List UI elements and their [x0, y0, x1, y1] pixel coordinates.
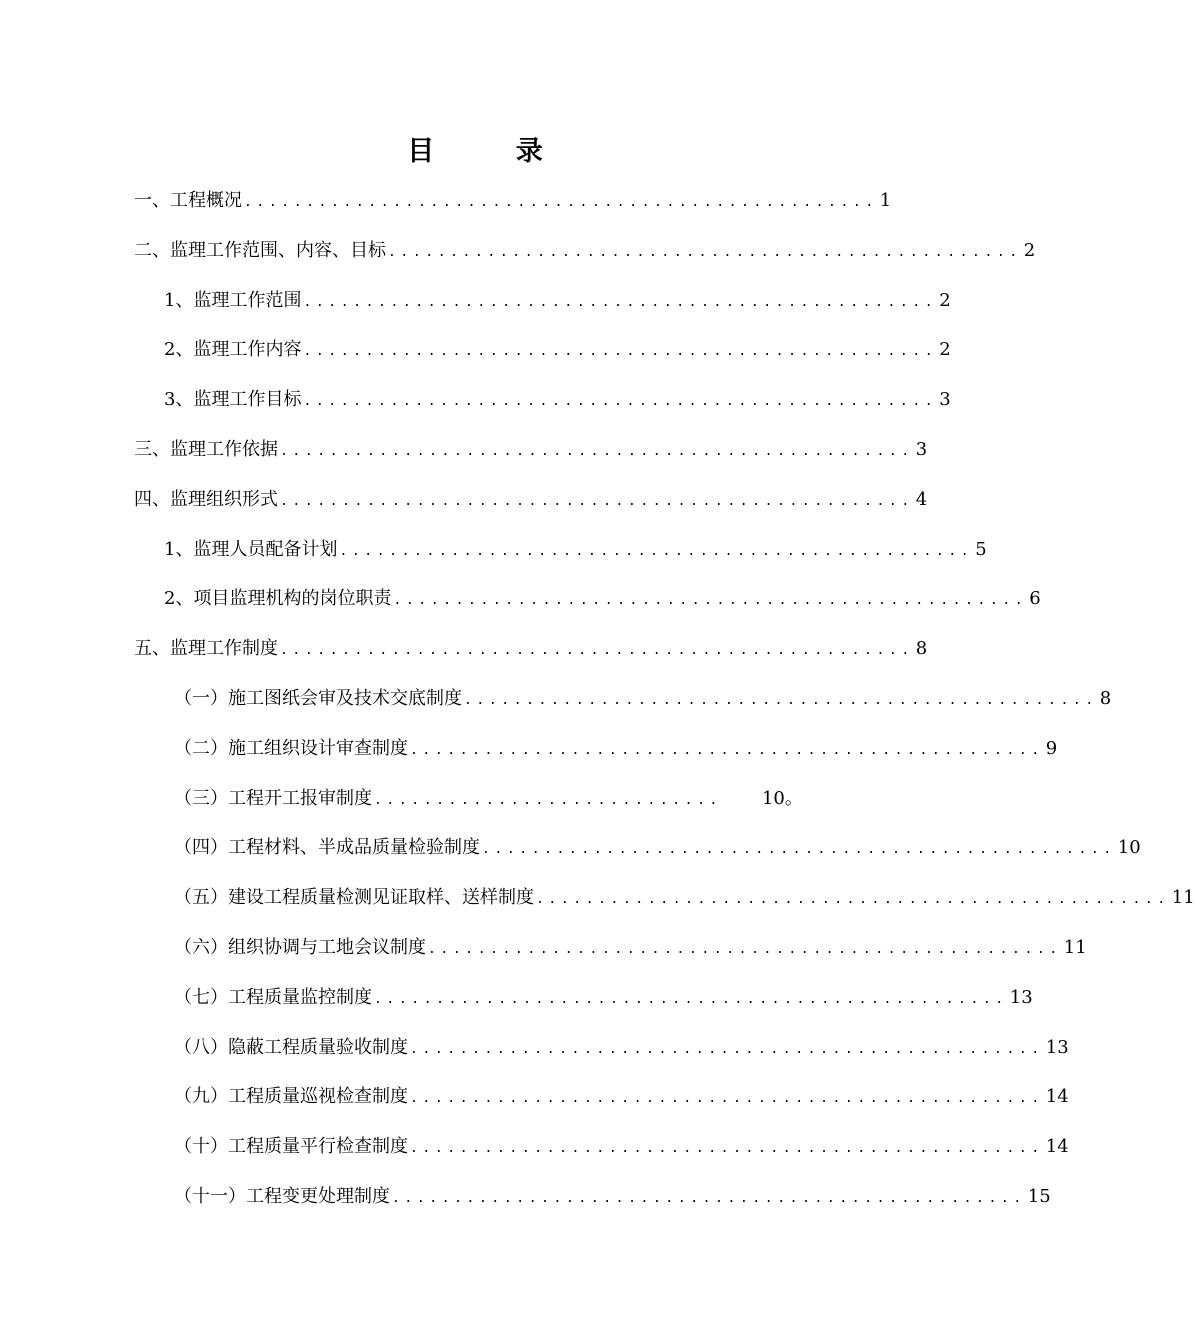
toc-leader-dots: ...................................................	[392, 1190, 1026, 1206]
toc-entry[interactable]	[134, 624, 928, 674]
toc-leader-dots: ...................................................	[410, 1141, 1044, 1157]
toc-entry-label: 1、监理人员配备计划	[164, 538, 338, 560]
toc-leader-dots: ...................................................	[464, 692, 1098, 708]
toc-leader-dots: ...................................................	[303, 394, 938, 410]
toc-entry[interactable]	[134, 176, 892, 226]
toc-entry[interactable]	[134, 873, 1195, 923]
toc-entry[interactable]	[134, 724, 1058, 774]
toc-page-number: 2	[939, 289, 951, 311]
toc-entry-label: 2、项目监理机构的岗位职责	[164, 588, 392, 610]
toc-entry-label: 二、监理工作范围、内容、目标	[134, 239, 386, 261]
toc-entry[interactable]	[134, 475, 928, 525]
toc-entry-label: （七）工程质量监控制度	[174, 986, 372, 1008]
toc-entry-label: 3、监理工作目标	[164, 389, 302, 411]
toc-leader-dots: ...................................................	[428, 941, 1062, 957]
toc-entry-label: （二）施工组织设计审查制度	[174, 737, 408, 759]
toc-entry-label: 四、监理组织形式	[134, 488, 278, 510]
toc-page-number: 2	[939, 339, 951, 361]
toc-leader-dots: ...................................................	[244, 195, 878, 210]
toc-leader-dots: ...................................................	[482, 842, 1116, 858]
toc-entry-label: （八）隐蔽工程质量验收制度	[174, 1036, 408, 1058]
toc-page-number: 3	[915, 438, 928, 460]
toc-leader-dots: ...................................................	[410, 742, 1044, 758]
toc-entry[interactable]	[134, 823, 1141, 873]
toc-leader-dots: ...................................................	[303, 344, 938, 360]
toc-entry[interactable]	[134, 276, 951, 326]
toc-leader-dots: ...................................................	[374, 991, 1008, 1007]
toc-page-number: 13	[1009, 986, 1033, 1008]
toc-entry-label: （十）工程质量平行检查制度	[174, 1136, 408, 1158]
toc-entry-label: 2、监理工作内容	[164, 339, 302, 361]
toc-page-number: 10。	[761, 787, 803, 809]
toc-entry[interactable]	[134, 425, 928, 475]
toc-entry[interactable]	[134, 325, 951, 375]
toc-leader-dots: ...................................................	[410, 1091, 1044, 1107]
toc-page-number: 10	[1117, 837, 1141, 859]
toc-entry-label: （三）工程开工报审制度	[174, 787, 372, 809]
toc-page-number: 8	[915, 638, 928, 660]
toc-leader-dots: ...................................................	[388, 244, 1022, 260]
toc-entry[interactable]	[134, 674, 1112, 724]
toc-entry-label: （九）工程质量巡视检查制度	[174, 1086, 408, 1108]
toc-entry[interactable]	[134, 1072, 1069, 1122]
toc-entry-label: （一）施工图纸会审及技术交底制度	[174, 687, 462, 709]
toc-page-number: 11	[1171, 887, 1195, 909]
toc-entry[interactable]	[134, 375, 951, 425]
toc-page-number: 14	[1045, 1136, 1069, 1158]
toc-page-number: 4	[915, 488, 928, 510]
toc-entry-label: 三、监理工作依据	[134, 438, 278, 460]
toc-page-number: 15	[1027, 1185, 1051, 1207]
toc-entry[interactable]	[134, 226, 1036, 276]
toc-leader-dots: ...................................................	[536, 892, 1170, 908]
toc-page-number: 5	[975, 538, 987, 560]
toc-leader-dots: ...................................................	[410, 1041, 1044, 1057]
toc-entry-label: 一、工程概况	[134, 190, 242, 211]
toc-page-number: 8	[1099, 687, 1112, 709]
toc-page-number: 6	[1029, 588, 1041, 610]
toc-leader-dots: ...................................................	[303, 294, 938, 310]
toc-page-number: 11	[1063, 936, 1087, 958]
toc-entry[interactable]	[134, 525, 987, 575]
toc-leader-dots: ...................................................	[280, 443, 914, 459]
toc-entry-label: 1、监理工作范围	[164, 289, 302, 311]
toc-leader-dots: ...................................................	[393, 593, 1028, 609]
toc-title: 目 录	[407, 136, 579, 167]
toc-entry[interactable]	[134, 1172, 1051, 1222]
toc-leader-dots: ...................................................	[339, 543, 974, 559]
toc-page-number: 2	[1023, 239, 1036, 261]
toc-entry-label: （四）工程材料、半成品质量检验制度	[174, 837, 480, 859]
toc-entry[interactable]	[134, 774, 818, 824]
toc-page-number: 14	[1045, 1086, 1069, 1108]
toc-leader-dots: ...................................................	[280, 643, 914, 659]
toc-entry-label: 五、监理工作制度	[134, 638, 278, 660]
toc-entry-label: （十一）工程变更处理制度	[174, 1185, 390, 1207]
toc-list	[134, 176, 1195, 1222]
toc-entry[interactable]	[134, 923, 1087, 973]
toc-entry[interactable]	[134, 1122, 1069, 1172]
toc-page-number: 1	[879, 190, 892, 211]
toc-entry[interactable]	[134, 973, 1033, 1023]
toc-page-number: 3	[939, 389, 951, 411]
toc-entry[interactable]	[134, 574, 1041, 624]
toc-entry-label: （五）建设工程质量检测见证取样、送样制度	[174, 887, 534, 909]
toc-entry[interactable]	[134, 1023, 1069, 1073]
toc-leader-dots: ...................................................	[280, 493, 914, 509]
toc-page-number: 9	[1045, 737, 1058, 759]
toc-page-number: 13	[1045, 1036, 1069, 1058]
toc-leader-dots: ............................	[374, 792, 722, 808]
toc-entry-label: （六）组织协调与工地会议制度	[174, 936, 426, 958]
